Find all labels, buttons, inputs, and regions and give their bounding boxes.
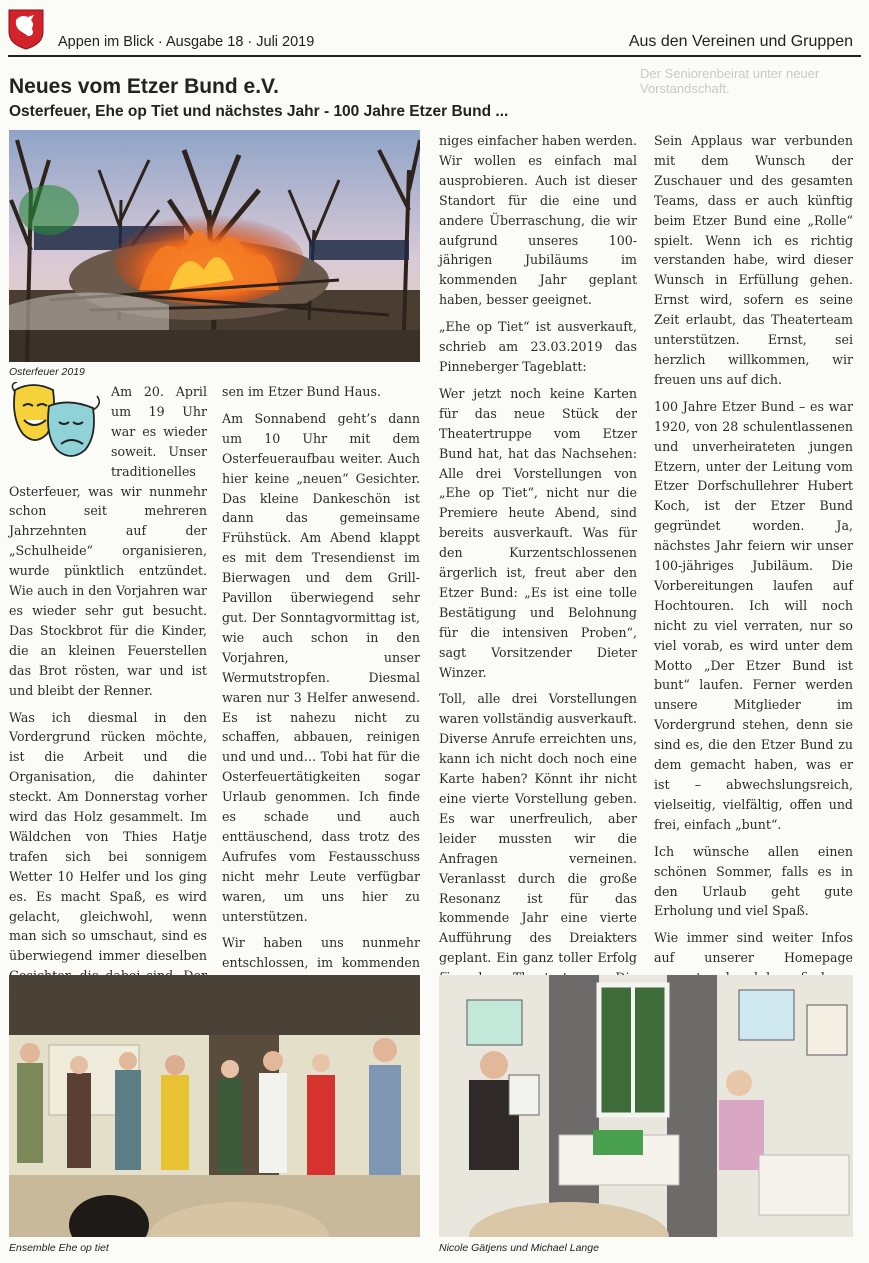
appen-coat-of-arms-icon: [7, 8, 45, 50]
col4-paragraph: Ich wünsche allen einen schönen Sommer, falls es in den Urlaub geht gute Erholung und viel Spaß.: [654, 843, 853, 919]
header-rule: [8, 55, 861, 57]
col3-paragraph: „Ehe op Tiet“ ist ausverkauft, schrieb am 23.03.2019 das Pinneberger Tageblatt:: [439, 319, 637, 374]
col4-paragraph: Sein Applaus war verbunden mit dem Wunsch der Zuschauer und des gesamten Teams, dass er auch künftig beim Etzer Bund eine „Rolle“ spielt. Wenn ich es richtig verstanden habe, wird dieser Wunsch in Erfüllung gehen. Ernst wird, sofern es seine Zeit erlaubt, das Theaterteam unterstützen. Ernst, sei herzlich willkommen, wir freuen uns auf dich.: [654, 133, 853, 387]
header-issue-line: Appen im Blick · Ausgabe 18 · Juli 2019: [58, 34, 315, 50]
col3-paragraph: Wer jetzt noch keine Karten für das neue Stück der Theatertruppe vom Etzer Bund hat, hat das Nachsehen: Alle drei Vorstellungen von „Ehe op Tiet“, nicht nur die Premiere heute Abend, sind bereits ausverkauft. Was für den Kurzentschlossenen ärgerlich ist, freut aber den Etzer Bund: „Es ist eine tolle Bestätigung und Belohnung für die intensiven Proben“, sagt Vorsitzender Dieter Winzer.: [439, 385, 637, 680]
article-subtitle: Osterfeuer, Ehe op Tiet und nächstes Jahr - 100 Jahre Etzer Bund ...: [9, 103, 509, 120]
ensemble-caption: Ensemble Ehe op tiet: [9, 1242, 109, 1254]
osterfeuer-photo: [9, 130, 420, 362]
bleed-through-text: Der Seniorenbeirat unter neuer Vorstandschaft.: [640, 66, 820, 96]
col3-paragraph: Toll, alle drei Vorstellungen waren vollständig ausverkauft. Diverse Anrufe erreichten uns, kann ich nicht doch noch eine Karte haben? Könnt ihr nicht eine vierte Vorstellung geben. Es war unerfreulich, aber leider mussten wir die Anfragen verneinen. Veranlasst durch die große Resonanz ist für das kommende Jahr eine vierte Aufführung des Dreiakters geplant. Ein ganz toller Erfolg: [439, 691, 637, 966]
ensemble-photo: [9, 975, 420, 1237]
col2-paragraph: sen im Etzer Bund Haus.: [222, 384, 381, 399]
scene-caption: Nicole Gätjens und Michael Lange: [439, 1242, 599, 1254]
article-column-3: [439, 131, 637, 1095]
theatre-masks-icon: [9, 382, 105, 462]
col2-paragraph: Am Sonnabend geht’s dann um 10 Uhr mit dem Osterfeueraufbau weiter. Auch hier keine „neuen“ Gesichter. Das kleine Dankeschön ist dann das gemeinsame Frühstück. Am Abend klappt es mit dem Tresendienst im Bierwagen und dem Grill-Pavillon überwiegend sehr gut. Der Sonntagvormittag ist, wie auch schon in den Vorjahren, unser Wermutstropfen. Diesmal waren nur 3 Helfer anwesend. Es ist nahezu nicht zu schaffen, abbauen, reinigen und und und… Tobi hat für die Osterfeuertätigkeiten sogar Urlaub genommen. Ich finde es schade und auch enttäuschend, dass trotz des Aufrufes vom Festausschuss nicht mehr Leute verfügbar waren, um uns hier zu unterstützen.: [222, 410, 420, 924]
article-title: Neues vom Etzer Bund e.V.: [9, 75, 279, 98]
page-header: [0, 0, 869, 58]
col4-paragraph: 100 Jahre Etzer Bund – es war 1920, von 28 schulentlassenen und unverheirateten jungen Etzern, unter der Leitung vom Etzer Dorfschullehrer Hubert Koch, ist der Etzer Bund gegründet worden. Ja, nächstes Jahr feiern wir unser 100-jähriges Jubiläum. Die Vorbereitungen laufen auf Hochtouren. Ich will noch nicht zu viel verraten, nur so viel vorab, es wird unter dem Motto „Der Etzer Bund ist bunt“ laufen. Ferner werden unsere Mitglieder im Vordergrund stehen, denn sie sind es, die den Etzer Bund zu dem gemacht haben, was er ist – abwechslungsreich, vielseitig, vielfältig, offen und frei, einfach „bunt“.: [654, 398, 853, 832]
col4-paragraph: Wie immer sind weiter Infos auf unserer Homepage: [654, 930, 853, 966]
header-section-title: Aus den Vereinen und Gruppen: [628, 33, 853, 50]
article-column-1: [9, 382, 207, 1033]
col1-paragraph: Am 20. April um 19 Uhr war es wieder soweit. Unser traditionelles Osterfeuer, was wir nunmehr schon seit mehreren Jahrzehnten auf der „Schulheide“ organisieren, wurde pünktlich entzündet. Wie auch in den Vorjahren war es wieder sehr gut besucht. Das Stockbrot für die Kinder, die an kleinen Feuerstellen das Brot rösten, war und ist und bleibt der Renner.: [9, 384, 207, 698]
col1-paragraph: Was ich diesmal in den Vordergrund rücken möchte, ist die Arbeit und die Organisation, die dahinter steckt. Am Donnerstag vorher wird das Holz gesammelt. Im Wäldchen von Thies Hatje trafen sich bei sonnigem Wetter 10 Helfer und los ging es. Es macht Spaß, es wird gelacht, gleichwohl, wenn man sich so umschaut, sind es überwiegend immer dieselben: [9, 709, 207, 964]
article-column-4: [654, 131, 853, 1055]
osterfeuer-caption: Osterfeuer 2019: [9, 366, 85, 378]
col3-paragraph: niges einfacher haben werden. Wir wollen es einfach mal ausprobieren. Auch ist dieser Standort für die eine und andere Überraschung, die wir aufgrund unseres 100-jährigen Jubiläums im kommenden Jahr geplant haben, besser geeignet.: [439, 133, 637, 308]
col2-paragraph: Wir haben uns nunmehr entschlossen, im kommenden: [222, 935, 420, 971]
scene-photo: [439, 975, 853, 1237]
